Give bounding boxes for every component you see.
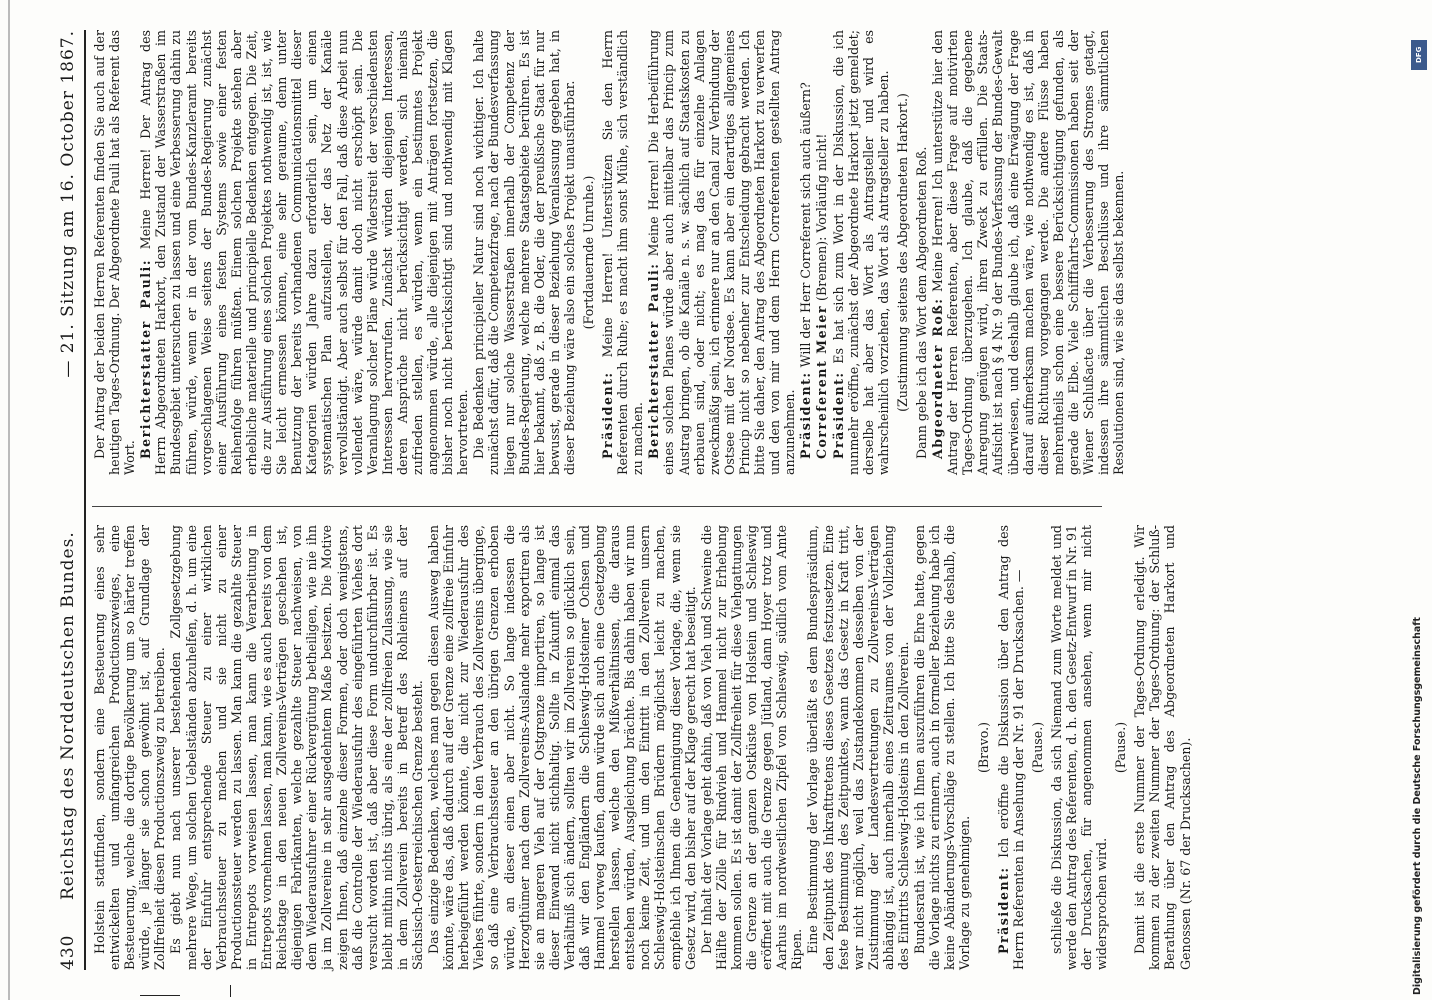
paragraph: Die Bedenken principieller Natur sind noch wichtiger. Ich halte zunächst dafür, daß die Competenzfrage, nach der Bundesverfassung liegen nur solche Wasserstraßen innerhalb der Competenz der Bundes-Regierung, welche mehrere Staatsgebiete berühren. Es ist hier bekannt, daß z. B. die Oder, die der preußische Staat für nur bewusst, gerade in dieser Beziehung Veranlassung gegeben hat, in dieser Beziehung wäre also ein solches Projekt unausführbar. [471,30,577,475]
stage-direction: (Zustimmung seitens des Abgeordneten Harkort.) [894,93,910,412]
scan-edge-left [8,0,10,1000]
speech-paragraph [646,30,797,475]
header-rule [84,30,86,970]
stage-direction: (Pause.) [1113,721,1129,774]
speech-text: Es hat sich zum Wort in der Diskussion, die ich nunmehr eröffne, zunächst der Abgeordnete Harkort jetzt gemeldet; derselbe hat aber das Wort als Antragsteller und wird es wahrscheinlich vorziehen, das Wort als Antragsteller zu haben. [830,30,891,475]
speaker-name: Correferent Meier [814,304,830,459]
stage-direction: (Pause.) [1029,721,1045,774]
page-number: 430 [58,934,78,970]
speaker-name: Präsident: [995,866,1011,954]
speaker-name: Berichterstatter Pauli: [646,262,662,459]
paragraph: Damit ist die erste Nummer der Tages-Ordnung erledigt. Wir kommen zu der zweiten Nummer der Tages-Ordnung: der Schluß-Berathung über den Antrag des Abgeordneten Harkort und Genossen (Nr. 67 der Drucksachen). [1132,525,1193,970]
speech-paragraph [798,30,813,475]
paragraph: Das einzige Bedenken, welches man gegen diesen Ausweg haben könnte, wäre das, daß dadurch auf der Grenze eine zollfreie Einfuhr herbeigeführt werden könnte, die nicht zur Wiederausfuhr des Viehes führte, sondern in den Verbrauch des Zollvereins überginge, so daß eine Verbrauchssteuer an den übrigen Grenzen erhoben würde, an dieser einen aber nicht. So lange indessen die Herzogthümer nach dem Zollvereins-Auslande mehr exportiren als sie an mageren Vieh auf der Ostgrenze importiren, so lange ist dieser Einwand nicht stichhaltig. Sollte in Zukunft einmal das Verhältniß sich ändern, sollten wir im Zollverein so glücklich sein, daß wir den Engländern die Schleswig-Holsteiner Ochsen und Hammel vorweg kaufen, dann würde sich auch eine Gesetzgebung herstellen lassen, welche den Mißverhältnissen, die daraus entstehen würden, Ausgleichung brächte. Bis dahin haben wir nun noch keine Zeit, und um den Eintritt in den Zollverein unsern Schleswig-Holsteinschen Brüdern möglichst leicht zu machen, empfehle ich Ihnen die Genehmigung dieser Vorlage, die, wenn sie Gesetz wird, den bisher auf der Klage gerecht hat beseitigt. [426,525,698,970]
speech-text: Meine Herren! Unterstützen Sie den Herrn Referenten durch Ruhe; es macht ihm sonst Mühe, sich verständlich zu machen. [600,30,646,475]
right-column [92,30,1127,475]
column-divider [92,506,1102,507]
speech-text: Meine Herren! Der Antrag des Herrn Abgeordneten Harkort, den Zustand der Wasserstraßen im Bundesgebiet untersuchen zu lassen und eine Verbesserung dahin zu führen, würde, wenn er in der vom Bundes-Kanzleramt bereits vorgeschlagenen Weise seitens der Bundes-Regierung zunächst einer Ausführung eines festen Systems sowie einer festen Reihenfolge führen müßten. Einem solchen Projekte stehen aber erhebliche materielle und principielle Bedenken entgegen. Die Zeit, die zur Ausführung eines solchen Projektes nothwendig ist, ist, wie Sie leicht ermessen können, eine sehr geraume, denn unter Benutzung der bereits vorhandenen Communicationsmittel dieser Kategorien würden Jahre dazu erforderlich sein, um einen systematischen Plan aufzustellen, der das Netz der Kanäle vervollständigt. Aber auch selbst für den Fall, daß diese Arbeit nun vollendet wäre, würde damit doch nicht erschöpft sein. Die Veranlagung solcher Pläne würde Widerstreit der verschiedensten Interessen hervorrufen. Zunächst würden diejenigen Interessen, deren Ansprüche nicht berücksichtigt werden, sich niemals zufrieden stellen, es würden, wenn ein bestimmtes Projekt angenommen würde, alle diejenigen mit Anträgen fortsetzen, die bisher noch nicht berücksichtigt sind und nothwendig mit Klagen hervortreten. [138,30,471,475]
speech-paragraph [814,30,829,475]
running-header [58,30,86,970]
paragraph: Eine Bestimmung der Vorlage überläßt es dem Bundespräsidium, den Zeitpunkt des Inkrafttretens dieses Gesetzes festzusetzen. Eine feste Bestimmung des Zeitpunktes, wann das Gesetz in Kraft tritt, war nicht möglich, weil das Zustandekommen desselben von der Zustimmung der Landesvertretungen zu Zollvereins-Verträgen abhängig ist, auch innerhalb eines Zeitraumes von der Vollziehung des Eintritts Schleswig-Holsteins in den Zollverein. [805,525,911,970]
speaker-name: Präsident: [830,371,846,459]
speech-text: Meine Herren! Die Herbeiführung eines solchen Planes würde aber auch mittelbar das Princip zum Austrag bringen, ob die Kanäle n. s. w. sächlich auf Staatskosten zu erbauen sind, oder nicht; es mag das für einzelne Anlagen zweckmäßig sein, ich erinnere nur an den Canal zur Verbindung der Ostsee mit der Nordsee. Es kann aber ein derartiges allgemeines Princip nicht so nebenher zur Entscheidung gebracht werden. Ich bitte Sie daher, den Antrag des Abgeordneten Harkort zu verwerfen und den von mir und dem Herrn Correferenten gestellten Antrag anzunehmen. [646,30,798,475]
paragraph: Der Inhalt der Vorlage geht dahin, daß von Vieh und Schweine die Hälfte der Zölle für Rindvieh und Hammel nicht zur Erhebung kommen sollen. Es ist damit der Zollfreiheit für diese Viehgattungen die Grenze an der ganzen Ostküste von Holstein und Schleswig eröffnet mit auch die Grenze gegen Jütland, dann Hoyer trotz und Aarhus im nordwestlichen Zipfel von Schleswig, südlich vom Amte Ripen. [698,525,805,970]
speech-paragraph [831,30,891,475]
speech-paragraph [600,30,645,475]
paragraph: Bundesrath ist, wie ich Ihnen auszuführen die Ehre hatte, gegen die Vorlage nichts zu erinnern, auch in formeller Beziehung habe ich keine Abänderungs-Vorschläge zu stellen. Ich bitte Sie deshalb, die Vorlage zu genehmigen. [912,525,973,970]
paragraph: schließe die Diskussion, da sich Niemand zum Worte meldet und werde den Antrag des Referenten, d. h. den Gesetz-Entwurf in Nr. 91 der Drucksachen, für angenommen ansehen, wenn mir nicht widersprochen wird. [1048,525,1110,970]
left-column [92,525,1194,970]
header-left-title: Reichstag des Norddeutschen Bundes. [58,531,78,900]
speaker-name: Präsident: [798,371,814,459]
digitization-credit: Digitalisierung gefördert durch die Deutsche Forschungsgemeinschaft [1412,617,1423,995]
speech-paragraph [996,525,1026,970]
speaker-name: Präsident: [600,371,616,459]
scan-mark [140,995,180,996]
speech-text: Ich eröffne die Diskussion über den Antrag des Herrn Referenten in Ansehung der Nr. 91 der Drucksachen. — [995,525,1026,970]
paragraph: Es giebt nun nach unserer bestehenden Zollgesetzgebung mehrere Wege, um solchen Uebelständen abzuhelfen, d. h. um eine der Einfuhr entsprechende Steuer zu einer wirklichen Verbrauchssteuer zu machen und sie nicht zu einer Productionssteuer werden zu lassen. Man kann die gezahlte Steuer in Entrepots vorweisen lassen, man kann die Verarbeitung in Entrepots vornehmen lassen, man kann, wie es auch bereits von dem Reichstage in den neuen Zollvereins-Verträgen geschehen ist, diejenigen Fabrikanten, welche gezahlte Steuer nachweisen, von dem Wiederausfuhrer einer Rückvergütung betheiligen, wie nie ihn ja im Zollvereine in sehr ausgedehntem Maße besitzen. Die Motive zeigen Ihnen, daß einzelne dieser Formen, oder doch wenigstens, daß die Controlle der Wiederausfuhr des eingeführten Viehes dort versucht worden ist, daß aber diese Form undurchführbar ist. Es bleibt mithin nichts übrig, als eine der zollfreien Zulassung, wie sie in dem Zollverein bereits in Betreff des Rohleinens auf der Sächsisch-Oesterreichischen Grenze besteht. [168,525,425,970]
speaker-name: Abgeordneter Roß: [930,297,946,459]
speech-text: (Bremen): Vorläufig nicht! [814,133,830,301]
dfg-logo: DFG [1411,40,1427,70]
header-right-title: — 21. Sitzung am 16. October 1867. [58,30,78,378]
stage-direction: (Fortdauernde Unruhe.) [581,175,596,330]
speech-paragraph [930,30,1126,475]
speaker-name: Berichterstatter Pauli: [138,259,154,459]
paragraph: Der Antrag der beiden Herren Referenten finden Sie auch auf der heutigen Tages-Ordnung. Der Abgeordnete Pauli hat als Referent das Wort. [92,30,138,475]
paragraph: Dann gebe ich das Wort dem Abgeordneten Roß. [913,146,929,459]
speech-paragraph [138,30,470,475]
speech-text: Will der Herr Correferent sich auch äußern? [798,82,814,368]
paragraph: Holstein stattfinden, sondern eine Besteuerung eines sehr entwickelten und umfangreichen Productionszweiges, eine Besteuerung, welche die dortige Bevölkerung um so härter treffen würde, je länger sie schon gewöhnt ist, auf Grundlage der Zollfreiheit diesen Productionszweig zu betreiben. [92,525,168,970]
speech-text: Meine Herren! Ich unterstütze hier den Antrag der Herren Referenten, aber diese Frage auf motivirten Tages-Ordnung überzugehen. Ich glaube, daß die gegebene Anregung genügen wird, ihren Zweck zu erfüllen. Die Staats-Aufsicht ist nach § 4 Nr. 9 der Bundes-Verfassung der Bundes-Gewalt überwiesen, und deshalb glaube ich, daß eine Erwägung der Frage darauf aufmerksam machen wäre, wie nothwendig es ist, daß in dieser Richtung vorgegangen werde. Die andere Flüsse haben mehrentheils schon eine bessere Berücksichtigung gefunden, als gerade die Elbe. Viele Schifffahrts-Commissionen haben seit der Wiener Schlußacte über die Verbesserung des Stromes getagt, indessen ihre sämmtlichen Beschlüsse und ihre sämmtlichen Resolutionen sind, wie sie das selbst bekennen. [930,30,1127,475]
stage-direction: (Bravo.) [976,721,992,774]
scan-mark [230,985,231,997]
